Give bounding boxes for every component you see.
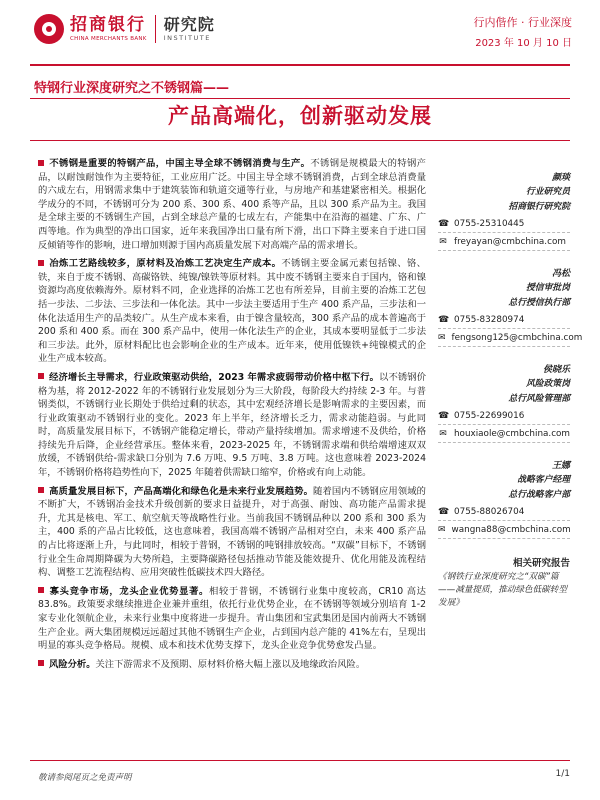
logo-divider — [155, 15, 156, 43]
analyst-title: 风险政策岗 — [526, 379, 570, 389]
email-address[interactable]: houxiaole@cmbchina.com — [453, 428, 570, 439]
analyst-card — [438, 267, 583, 347]
bank-name-cn: 招商银行 — [70, 14, 146, 35]
email-icon: ✉ — [438, 524, 446, 535]
summary-paragraph — [38, 257, 426, 366]
paragraph-text: 关注下游需求不及预期、原材料价格大幅上涨以及地缘政治风险。 — [95, 658, 366, 670]
analyst-org: 总行战略客户部 — [508, 490, 570, 500]
analyst-title: 战略客户经理 — [517, 475, 570, 485]
phone-icon: ☎ — [438, 410, 450, 421]
email-icon: ✉ — [439, 428, 447, 439]
analyst-name: 王娜 — [551, 461, 570, 471]
paragraph-lead: 经济增长主导需求，行业政策驱动供给，2023 年需求疲弱带动价格中枢下行。 — [49, 371, 380, 383]
institute-name-en: INSTITUTE — [163, 34, 211, 42]
summary-paragraph — [38, 371, 426, 480]
analyst-phone — [438, 215, 570, 233]
related-reports-title: 相关研究报告 — [512, 558, 570, 569]
paragraph-lead: 冶炼工艺路线较多，原材料及冶炼工艺决定生产成本。 — [49, 258, 282, 270]
summary-body — [38, 157, 426, 676]
analyst-name: 冯松 — [551, 269, 570, 279]
email-address[interactable]: freyayan@cmbchina.com — [454, 236, 566, 247]
paragraph-text: 不锈钢主要金属元素包括镍、铬、铁，来自于废不锈钢、高碳铬铁、纯镍/镍铁等原材料。其中废不锈钢主要来自于国内，铬和镍资源均高度依赖海外。原材料不同，企业选择的冶炼工艺也有所差异，目前主要的冶炼工艺包括一步法、二步法、三步法和一体化法。其中一步法主要适用于生产 400 系产品，三步法和一体化法适用生产的品类较广。从生产成本来看，由于镍含量较高，300 系产品的成本普遍高于 200 系和 400 系。而在 300 系产品中，使用一体化法生产的企业，其成本要明显低于二步法和三步法。此外，原材料配比也会影响企业的生产成本。近年来，使用低镍铁+纯镍模式的企业生产成本较高。 — [38, 258, 426, 365]
paragraph-text: 以不锈钢价格为基，将 2012-2022 年的不锈钢行业发展划分为三大阶段，每阶段大约持续 2-3 年。与普钢类似，不锈钢行业长期处于供给过剩的状态，其中宏观经济增长是影响需求的主要因素，而行业政策驱动不锈钢行业的变化。2023 年上半年，经济增长乏力，需求动能趋弱。与此同时，高质量发展目标下，不锈钢产能稳定增长，带动产量持续增加。需求增速不及供给，价格持续先升后降，企业经营承压。整体来看，2023-2025 年，不锈钢需求端和供给端增速双双放缓，不锈钢供给-需求缺口分别为 7.6 万吨、9.5 万吨、3.8 万吨。这也意味着 2023-2024 年，不锈钢价格将趋势性向下，2025 年随着供需缺口缩窄，价格或有向上动能。 — [38, 371, 426, 479]
analyst-name: 颜琰 — [551, 173, 570, 183]
analyst-org: 总行风险管理部 — [508, 394, 570, 404]
analyst-card — [438, 363, 570, 443]
analyst-phone — [438, 503, 570, 521]
analyst-card — [438, 171, 570, 251]
bullet-icon — [38, 487, 44, 493]
email-address[interactable]: wangna88@cmbchina.com — [451, 524, 571, 535]
summary-paragraph — [38, 485, 426, 580]
email-icon: ✉ — [439, 236, 447, 247]
analyst-card — [438, 459, 570, 539]
analyst-phone — [438, 407, 570, 425]
phone-icon: ☎ — [438, 314, 450, 325]
phone-icon: ☎ — [438, 218, 450, 229]
header-divider — [30, 64, 570, 66]
paragraph-lead: 寡头竞争市场，龙头企业优势显著。 — [49, 585, 210, 597]
cmb-logo-icon — [34, 14, 64, 44]
analyst-email[interactable] — [438, 329, 583, 347]
analyst-name: 侯晓乐 — [542, 365, 570, 375]
page-title: 产品高端化，创新驱动发展 — [168, 104, 432, 128]
paragraph-text: 相较于普钢，不锈钢行业集中度较高，CR10 高达 83.8%。政策要求继续推进企业兼并重组，依托行业优势企业，在不锈钢等领域分别培育 1-2 家专业化领航企业，未来行业集中度将进一步提升。青山集团和宝武集团是国内前两大不锈钢生产企业。两大集团规模远远超过其他不锈钢生产企业，占到国内总产能的 41%左右，呈现出明显的寡头竞争格局。规模、成本和技术优势支撑下，龙头企业竞争优势愈发凸显。 — [38, 585, 426, 652]
phone-icon: ☎ — [438, 506, 450, 517]
cmb-logo — [34, 14, 215, 44]
report-header — [0, 0, 600, 62]
paragraph-text: 随着国内不锈钢应用领域的不断扩大，不锈钢冶金技术升级创新的要求日益提升，对于高强、耐蚀、高功能产品需求提升，尤其是核电、军工、航空航天等战略性行业。当前我国不锈钢品种以 200 系和 300 系为主，400 系的产品占比较低，这也意味着，我国高端不锈钢产品相对空白，未来 400 系产品的占比将逐渐上升，与此同时，相较于普钢，不锈钢的吨钢排放较高。“双碳”目标下，不锈钢行业全生命周期降碳为大势所趋，主要降碳路径包括推动节能及能效提升、优化用能及流程结构、调整工艺流程结构、应用突破性低碳技术四大路径。 — [38, 485, 426, 579]
phone-number: 0755-22699016 — [454, 410, 525, 421]
analyst-email[interactable] — [438, 425, 570, 443]
page-number: 1/1 — [555, 769, 570, 779]
summary-paragraph — [38, 585, 426, 653]
series-title: 特钢行业深度研究之不锈钢篇—— — [34, 81, 230, 96]
summary-paragraph — [38, 658, 426, 672]
title-divider — [30, 140, 570, 141]
paragraph-lead: 高质量发展目标下，产品高端化和绿色化是未来行业发展趋势。 — [49, 485, 314, 497]
bullet-icon — [38, 587, 44, 593]
bullet-icon — [38, 260, 44, 266]
summary-paragraph — [38, 157, 426, 252]
bullet-icon — [38, 660, 44, 666]
report-type: 行内偕作 · 行业深度 — [473, 16, 572, 29]
report-date: 2023 年 10 月 10 日 — [475, 38, 572, 49]
bullet-icon — [38, 160, 44, 166]
phone-number: 0755-88026704 — [454, 506, 525, 517]
footer-divider — [30, 760, 570, 761]
analyst-sidebar — [438, 157, 583, 610]
email-icon: ✉ — [438, 332, 446, 343]
analyst-title: 授信审批岗 — [526, 283, 570, 293]
email-address[interactable]: fengsong125@cmbchina.com — [451, 332, 583, 343]
analyst-org: 总行授信执行部 — [508, 298, 570, 308]
analyst-title: 行业研究员 — [526, 187, 570, 197]
analyst-email[interactable] — [438, 521, 570, 539]
phone-number: 0755-83280974 — [454, 314, 525, 325]
analyst-org: 招商银行研究院 — [508, 202, 570, 212]
phone-number: 0755-25310445 — [454, 218, 525, 229]
related-report-link[interactable]: 《钢铁行业深度研究之“双碳”篇——减量提质，推动绿色低碳转型发展》 — [438, 572, 567, 608]
institute-name-cn: 研究院 — [163, 15, 215, 34]
paragraph-lead: 不锈钢是重要的特钢产品，中国主导全球不锈钢消费与生产。 — [49, 158, 311, 169]
disclaimer-note: 敬请参阅尾页之免责声明 — [38, 773, 132, 783]
analyst-email[interactable] — [438, 233, 570, 251]
paragraph-lead: 风险分析。 — [49, 658, 96, 670]
bank-name-en: CHINA MERCHANTS BANK — [70, 35, 147, 42]
paragraph-text: 不锈钢是规模最大的特钢产品，以耐蚀耐蚀作为主要特征，工业应用广泛。中国主导全球不锈钢消费，占到全球总消费量的六成左右，用钢需求集中于建筑装饰和轨道交通等行业，与房地产和基建紧密相关。根据化学成分的不同，不锈钢可分为 200 系、300 系、400 系等产品，且以 300 系产品为主。我国是全球主要的不锈钢生产国，占到全球总产量的七成左右，产能集中在沿海的福建、广东、广西等地。作为典型的净出口国家，近年来我国净出口量有所下滑，出口下降主要来自于进口国反倾销等作的影响，进口增加则源于国内高质量发展下对高端产品的需求增长。 — [38, 158, 426, 251]
series-divider — [30, 98, 570, 99]
bullet-icon — [38, 373, 44, 379]
analyst-phone — [438, 311, 570, 329]
